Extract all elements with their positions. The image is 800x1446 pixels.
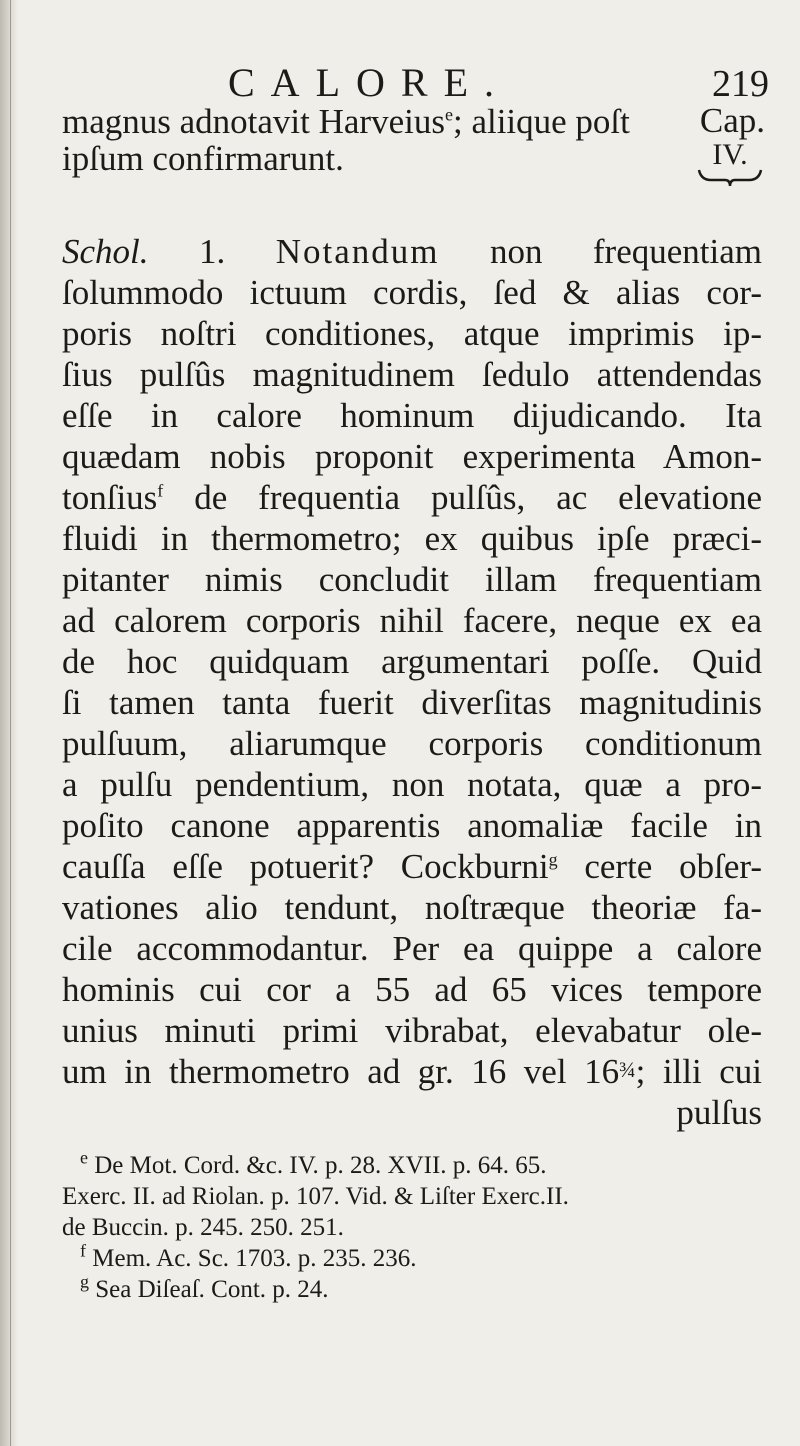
line-1-tail: ; aliique poſt <box>452 102 630 141</box>
text-line-23 <box>62 1054 762 1089</box>
text-line-22: unius minuti primi vibrabat, elevabatur ole- <box>62 1011 762 1050</box>
line-3-rest: non frequentiam <box>489 232 762 271</box>
text-line-11: pitanter nimis concludit illam frequentiam <box>62 560 762 599</box>
line-1-text: magnus adnotavit Harveius <box>62 102 445 141</box>
line-18-a: cauſſa eſſe potuerit? Cockburni <box>62 847 549 886</box>
text-line-12: ad calorem corporis nihil facere, neque ex ea <box>62 601 762 640</box>
text-line-17: poſito canone apparentis anomaliæ facile in <box>62 806 762 845</box>
text-line-4: ſolummodo ictuum cordis, ſed & alias cor- <box>62 273 762 312</box>
line-9-a: tonſius <box>62 478 158 517</box>
text-line-16: a pulſu pendentium, non notata, quæ a pro- <box>62 765 762 804</box>
notandum-word: Notandum <box>275 232 440 271</box>
line-18-b: certe obſer- <box>584 847 762 886</box>
binding-shadow <box>0 0 18 1446</box>
text-line-15: pulſuum, aliarumque corporis conditionum <box>62 724 762 763</box>
text-line-14: ſi tamen tanta fuerit diverſitas magnitudinis <box>62 683 762 722</box>
footnote-ref-e: e <box>444 104 453 125</box>
line-23-b: ; illi cui <box>635 1052 762 1091</box>
text-line-5: poris noſtri conditiones, atque imprimis ip- <box>62 314 762 353</box>
footnote-f <box>80 1240 780 1272</box>
text-line-19: vationes alio tendunt, noſtræque theoriæ fa- <box>62 888 762 927</box>
text-line-1 <box>62 102 630 141</box>
footnote-mark-g: g <box>80 1271 89 1292</box>
text-line-20: cile accommodantur. Per ea quippe a calore <box>62 929 762 968</box>
footnote-mark-e: e <box>80 1147 88 1168</box>
footnote-g <box>80 1271 780 1303</box>
text-line-7: eſſe in calore hominum dijudicando. Ita <box>62 396 762 435</box>
catchword: pulſus <box>676 1093 762 1132</box>
footnote-e-text-1: De Mot. Cord. &c. IV. p. 28. XVII. p. 64. 65. <box>94 1152 547 1179</box>
footnote-mark-f: f <box>80 1240 86 1261</box>
scholium-number: 1. <box>198 232 226 271</box>
footnote-e-line-2: Exerc. II. ad Riolan. p. 107. Vid. & Liſter Exerc.II. <box>62 1183 569 1210</box>
line-9-b: de frequentia pulſûs, ac elevatione <box>194 478 762 517</box>
margin-brace-icon <box>697 168 763 188</box>
footnote-ref-f: f <box>157 480 164 501</box>
text-line-9 <box>62 480 762 515</box>
text-line-18 <box>62 849 762 884</box>
page-number: 219 <box>712 63 769 105</box>
margin-cap-label: Cap. <box>699 101 765 140</box>
margin-chapter-number: IV. <box>712 138 748 171</box>
fraction-three-quarters: ¾ <box>619 1057 636 1082</box>
footnote-ref-g: g <box>548 849 558 870</box>
footnote-f-text: Mem. Ac. Sc. 1703. p. 235. 236. <box>92 1245 417 1272</box>
running-header: CALORE. <box>228 60 510 105</box>
line-23-a: um in thermometro ad gr. 16 vel 16 <box>62 1052 620 1091</box>
text-line-8: quædam nobis proponit experimenta Amon- <box>62 437 762 476</box>
text-line-10: fluidi in thermometro; ex quibus ipſe præci- <box>62 519 762 558</box>
scholium-label: Schol. <box>62 232 149 271</box>
text-line-13: de hoc quidquam argumentari poſſe. Quid <box>62 642 762 681</box>
text-line-21: hominis cui cor a 55 ad 65 vices tempore <box>62 970 762 1009</box>
text-line-6: ſius pulſûs magnitudinem ſedulo attendendas <box>62 355 762 394</box>
text-line-2: ipſum confirmarunt. <box>62 139 344 178</box>
footnote-e-line-3: de Buccin. p. 245. 250. 251. <box>62 1214 344 1241</box>
page-edge <box>10 0 11 1446</box>
footnote-g-text: Sea Diſeaſ. Cont. p. 24. <box>95 1276 329 1303</box>
footnote-e-line-1 <box>80 1147 780 1179</box>
text-line-3 <box>62 234 762 269</box>
